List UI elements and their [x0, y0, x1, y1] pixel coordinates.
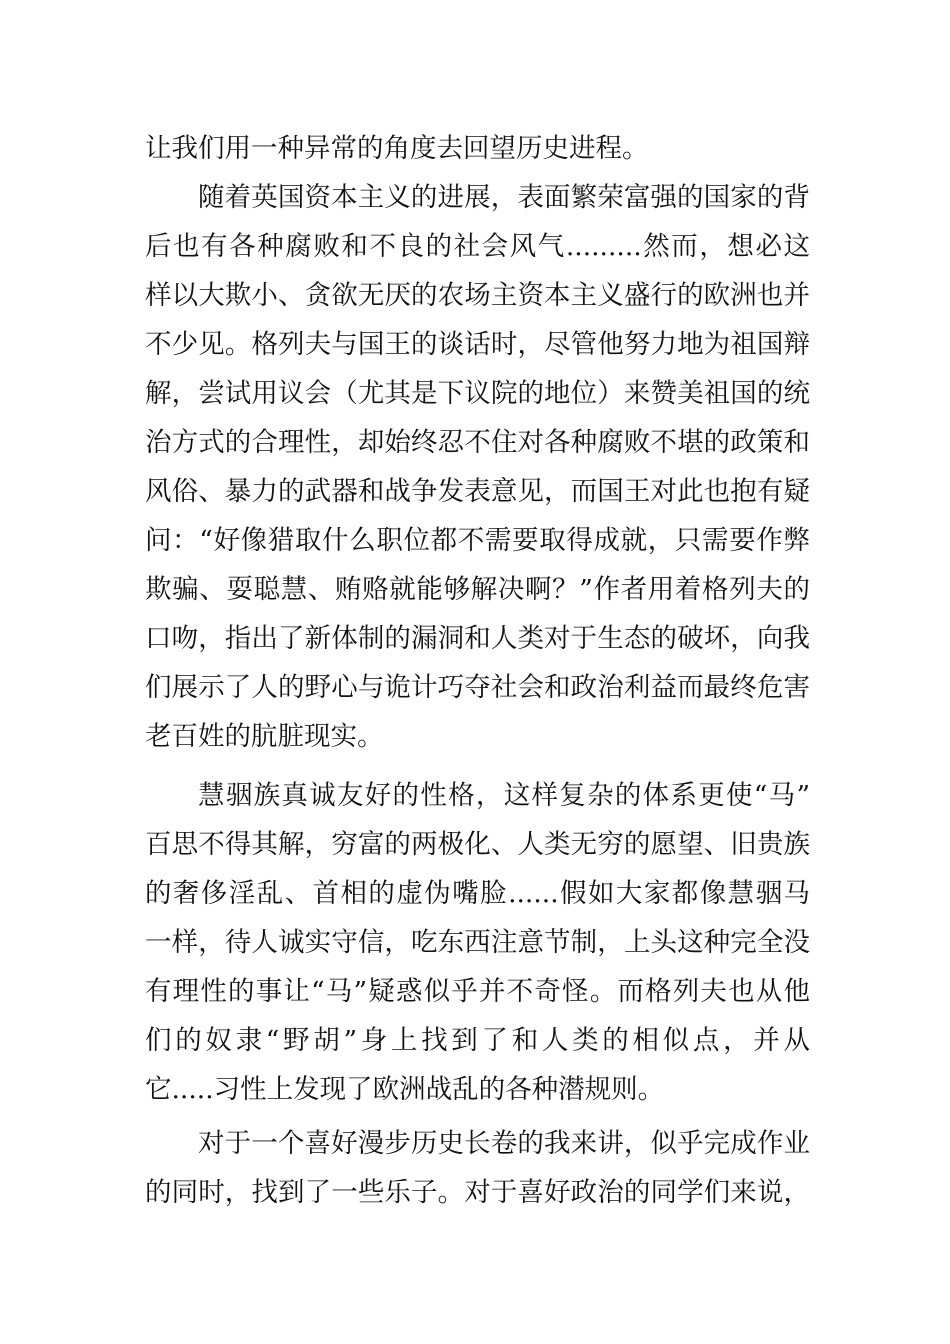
text-line-18: 有理性的事让“马”疑惑似乎并不奇怪。而格列夫也从他 — [145, 976, 810, 1007]
text-line-9: 问：“好像猎取什么职位都不需要取得成就，只需要作弊 — [145, 525, 810, 556]
paragraph-1-first-line: 随着英国资本主义的进展，表面繁荣富强的国家的背 — [198, 182, 810, 213]
text-line-17: 一样，待人诚实守信，吃东西注意节制，上头这种完全没 — [145, 927, 810, 958]
text-line-8: 风俗、暴力的武器和战争发表意见，而国王对此也抱有疑 — [145, 476, 810, 507]
paragraph-2-first-line: 慧骃族真诚友好的性格，这样复杂的体系更使“马” — [198, 780, 810, 811]
paragraph-3-first-line: 对于一个喜好漫步历史长卷的我来讲，似乎完成作业 — [198, 1128, 810, 1159]
text-line-4: 样以大欺小、贪欲无厌的农场主资本主义盛行的欧洲也并 — [145, 280, 810, 311]
text-line-6: 解，尝试用议会（尤其是下议院的地位）来赞美祖国的统 — [145, 378, 810, 409]
text-line-1: 让我们用一种异常的角度去回望历史进程。 — [145, 133, 649, 164]
text-line-19: 们的奴隶“野胡”身上找到了和人类的相似点，并从 — [145, 1025, 810, 1056]
text-line-22: 的同时，找到了一些乐子。对于喜好政治的同学们来说， — [145, 1177, 810, 1208]
text-line-20: 它.....习性上发现了欧洲战乱的各种潜规则。 — [145, 1074, 665, 1105]
text-line-13: 老百姓的肮脏现实。 — [145, 721, 384, 752]
text-line-11: 口吻，指出了新体制的漏洞和人类对于生态的破坏，向我 — [145, 623, 810, 654]
text-line-5: 不少见。格列夫与国王的谈话时，尽管他努力地为祖国辩 — [145, 329, 810, 360]
text-line-16: 的奢侈淫乱、首相的虚伪嘴脸......假如大家都像慧骃马 — [145, 878, 810, 909]
text-line-12: 们展示了人的野心与诡计巧夺社会和政治利益而最终危害 — [145, 672, 810, 703]
text-line-3: 后也有各种腐败和不良的社会风气.........然而，想必这 — [145, 231, 810, 262]
text-line-10: 欺骗、耍聪慧、贿赂就能够解决啊？”作者用着格列夫的 — [145, 574, 810, 605]
text-line-15: 百思不得其解，穷富的两极化、人类无穷的愿望、旧贵族 — [145, 829, 810, 860]
text-line-7: 治方式的合理性，却始终忍不住对各种腐败不堪的政策和 — [145, 427, 810, 458]
